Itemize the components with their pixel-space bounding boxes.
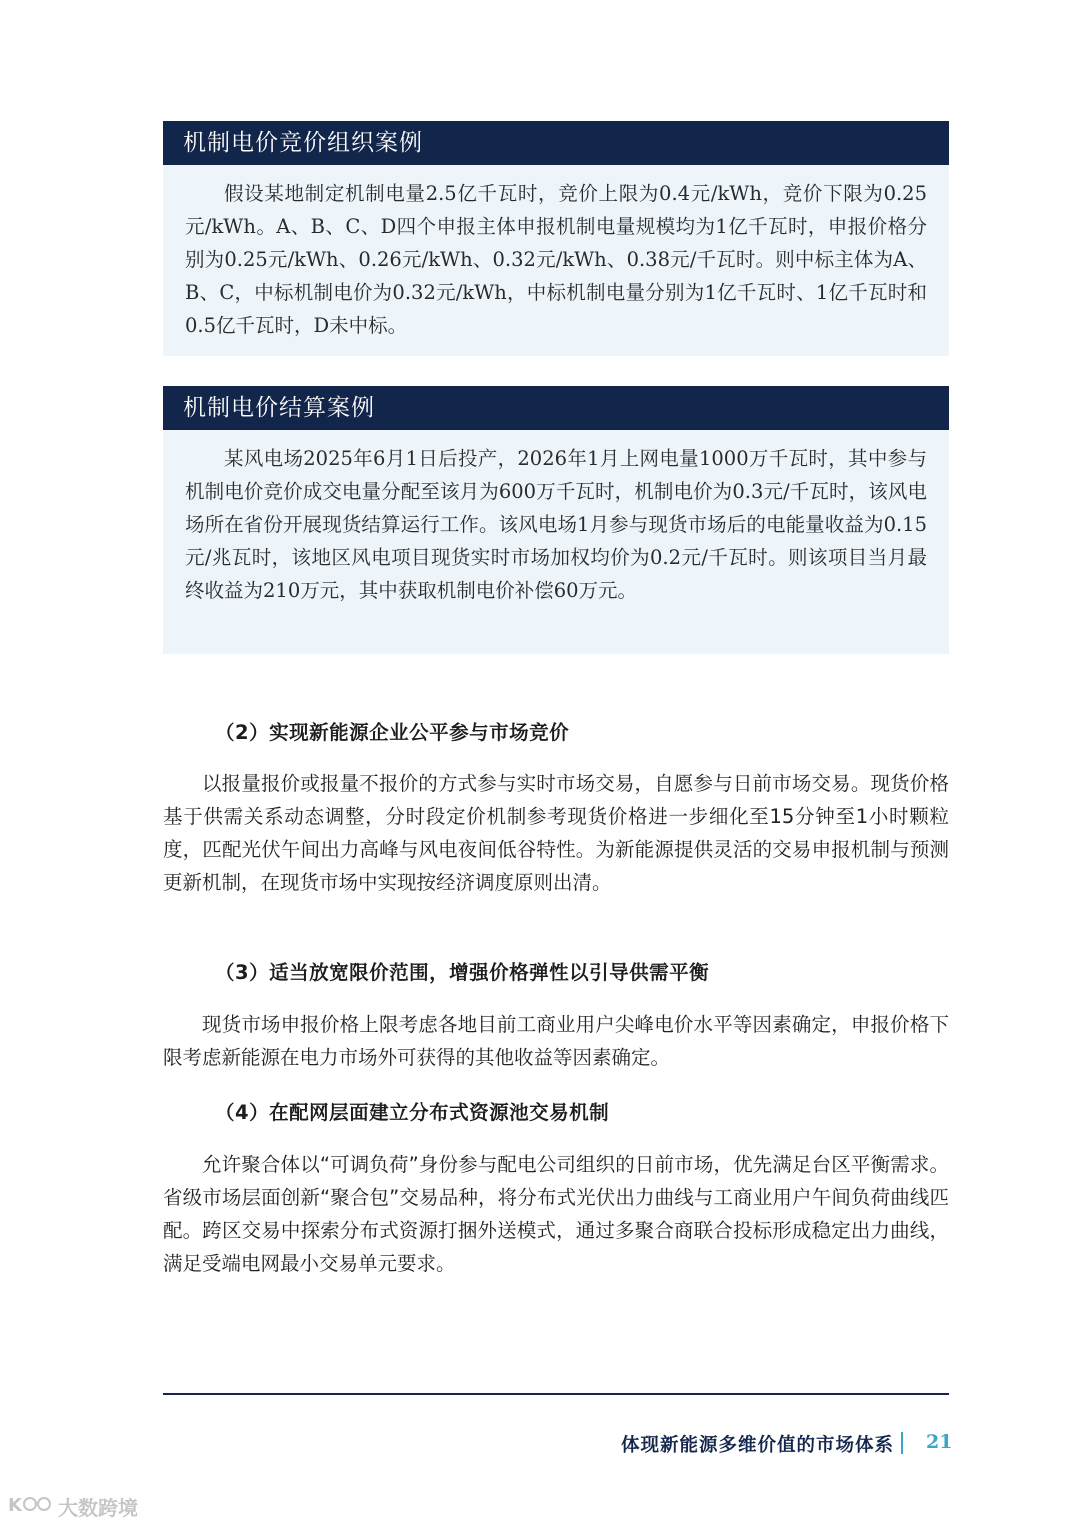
watermark-logo-icon xyxy=(8,1493,54,1520)
section-heading-2: （2）实现新能源企业公平参与市场竞价 xyxy=(215,721,570,744)
case-box-bidding-body: 假设某地制定机制电量2.5亿千瓦时，竞价上限为0.4元/kWh，竞价下限为0.25元/kWh。A、B、C、D四个申报主体申报机制电量规模均为1亿千瓦时，申报价格分别为0.25元/kWh、0.26元/kWh、0.32元/kWh、0.38元/千瓦时。则中标主体为A、B、C，中标机制电价为0.32元/kWh，中标机制电量分别为1亿千瓦时、1亿千瓦时和0.5亿千瓦时，D未中标。 xyxy=(185,182,927,337)
case-box-settlement xyxy=(163,386,949,654)
page-number: 21 xyxy=(926,1431,953,1453)
case-box-settlement-body: 某风电场2025年6月1日后投产，2026年1月上网电量1000万千瓦时，其中参与机制电价竞价成交电量分配至该月为600万千瓦时，机制电价为0.3元/千瓦时，该风电场所在省份开展现货结算运行工作。该风电场1月参与现货市场后的电能量收益为0.15元/兆瓦时，该地区风电项目现货实时市场加权均价为0.2元/千瓦时。则该项目当月最终收益为210万元，其中获取机制电价补偿60万元。 xyxy=(185,447,927,602)
watermark-text: 大数跨境 xyxy=(58,1496,138,1520)
case-box-bidding-title: 机制电价竞价组织案例 xyxy=(163,121,949,165)
section-paragraph-2: 以报量报价或报量不报价的方式参与实时市场交易，自愿参与日前市场交易。现货价格基于供需关系动态调整，分时段定价机制参考现货价格进一步细化至15分钟至1小时颗粒度，匹配光伏午间出力高峰与风电夜间低谷特性。为新能源提供灵活的交易申报机制与预测更新机制，在现货市场中实现按经济调度原则出清。 xyxy=(163,772,949,894)
footer-divider xyxy=(163,1393,949,1395)
footer-separator xyxy=(901,1432,903,1454)
footer-chapter-title: 体现新能源多维价值的市场体系 xyxy=(620,1435,894,1456)
section-paragraph-4: 允许聚合体以“可调负荷”身份参与配电公司组织的日前市场，优先满足台区平衡需求。省级市场层面创新“聚合包”交易品种，将分布式光伏出力曲线与工商业用户午间负荷曲线匹配。跨区交易中探索分布式资源打捆外送模式，通过多聚合商联合投标形成稳定出力曲线，满足受端电网最小交易单元要求。 xyxy=(163,1153,949,1275)
case-box-settlement-title: 机制电价结算案例 xyxy=(163,386,949,430)
watermark xyxy=(8,1492,138,1521)
section-paragraph-3: 现货市场申报价格上限考虑各地目前工商业用户尖峰电价水平等因素确定，申报价格下限考虑新能源在电力市场外可获得的其他收益等因素确定。 xyxy=(163,1013,949,1069)
section-heading-3: （3）适当放宽限价范围，增强价格弹性以引导供需平衡 xyxy=(215,961,710,984)
case-box-bidding xyxy=(163,121,949,356)
svg-text:K: K xyxy=(8,1495,22,1515)
section-heading-4: （4）在配网层面建立分布式资源池交易机制 xyxy=(215,1101,610,1124)
